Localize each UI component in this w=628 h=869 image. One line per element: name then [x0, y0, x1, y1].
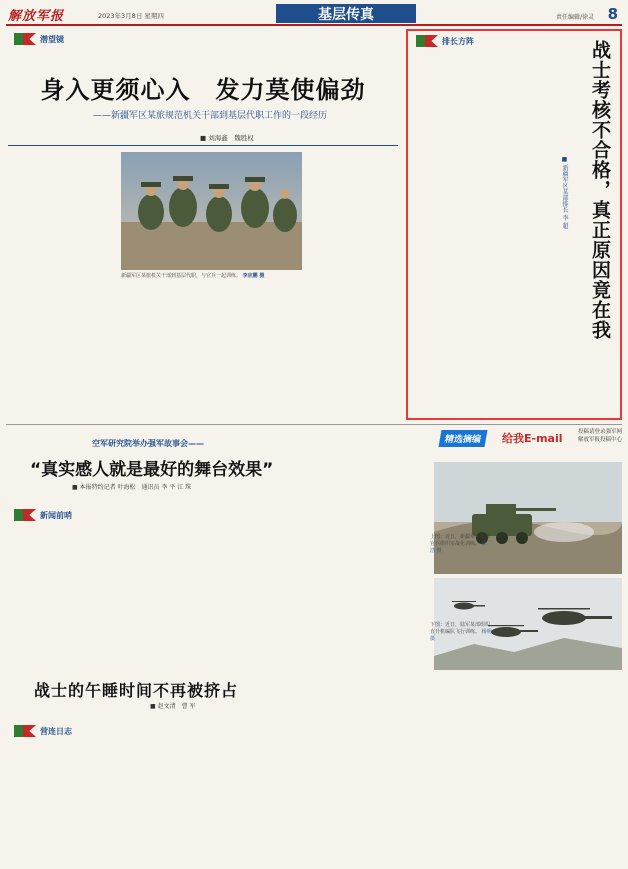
featured-body	[414, 246, 480, 414]
article-body-column	[12, 152, 116, 414]
featured-body	[484, 246, 550, 414]
article-body-column	[12, 526, 122, 666]
photo-credit: 杨明 摄	[430, 629, 492, 642]
article-body-column	[122, 716, 220, 864]
email-label: 给我E-mail	[502, 432, 563, 445]
column-label: 潜望镜	[40, 34, 64, 44]
article-body-column	[332, 498, 428, 666]
article-body-column	[128, 498, 226, 666]
article-body-column	[121, 288, 209, 414]
article-body-column	[224, 716, 322, 864]
column-badge-icon	[14, 725, 36, 737]
page-number: 8	[607, 5, 618, 23]
issue-date: 2023年3月8日 星期四	[98, 12, 164, 20]
column-label: 新闻前哨	[40, 510, 72, 520]
featured-headline[interactable]: 战士考核不合格，真正原因竟在我	[589, 40, 611, 340]
article-body-column	[12, 742, 118, 864]
photo-caption-text: 下图：近日，陆军某部组织直升机编队飞行训练。	[430, 622, 491, 635]
divider	[8, 145, 398, 146]
newspaper-logo: 解放军报	[8, 9, 65, 24]
section-title: 基层传真	[276, 4, 416, 23]
soldiers-photo	[121, 152, 302, 270]
email-banner[interactable]	[440, 428, 622, 456]
article-photo	[121, 152, 302, 270]
photo-caption-text: 新疆军区某旅机关干部到基层代职，与官兵一起训练。	[121, 273, 242, 279]
column-badge	[416, 34, 474, 48]
article-body-column	[326, 716, 428, 864]
article-body-column	[232, 498, 326, 666]
email-note: 投稿请登录强军网解放军报投稿中心	[578, 429, 623, 443]
column-badge	[14, 32, 64, 46]
article-byline: ■ 本报特约记者 叶海松 通讯员 李 平 江 珠	[72, 484, 192, 491]
section-divider	[6, 424, 622, 425]
article-body-column	[214, 288, 302, 414]
photo-caption-text: 上图：近日，新疆军区某部官兵组织实战化训练。	[430, 534, 491, 547]
email-tag: 精选摘编	[439, 430, 488, 447]
column-label: 营连日志	[40, 726, 72, 736]
vehicle-photo	[434, 462, 622, 574]
featured-body	[554, 340, 616, 414]
masthead	[6, 4, 622, 26]
column-badge	[14, 508, 72, 522]
editor-credit: 责任编辑/徐灵	[555, 14, 594, 21]
training-photo	[434, 462, 622, 574]
featured-author: ■ 新疆军区某部排长 李 超	[561, 156, 568, 229]
article-body-column	[308, 152, 400, 414]
column-badge-icon	[416, 35, 438, 47]
article-byline: ■ 刘海鑫 魏胜权	[200, 134, 254, 142]
article-kicker: 空军研究院举办强军故事会——	[92, 439, 204, 448]
article-headline[interactable]: 身入更须心入 发力莫使偏劲	[40, 76, 366, 104]
column-badge-icon	[14, 33, 36, 45]
column-badge-icon	[14, 509, 36, 521]
article-byline: ■ 赵文清 曹 军	[150, 703, 196, 710]
photo-caption	[430, 534, 490, 555]
column-badge	[14, 724, 72, 738]
photo-caption	[121, 273, 302, 280]
article-subtitle: ——新疆军区某旅规范机关干部到基层代职工作的一段经历	[92, 111, 327, 121]
photo-caption	[430, 622, 492, 643]
column-label: 排长方阵	[442, 36, 474, 46]
featured-body	[414, 52, 554, 242]
photo-credit: 陈 浩 摄	[430, 541, 487, 554]
article-headline[interactable]: “真实感人就是最好的舞台效果”	[30, 460, 274, 480]
article-headline[interactable]: 战士的午睡时间不再被挤占	[34, 681, 239, 700]
photo-credit: 李应鹏 摄	[242, 273, 265, 279]
